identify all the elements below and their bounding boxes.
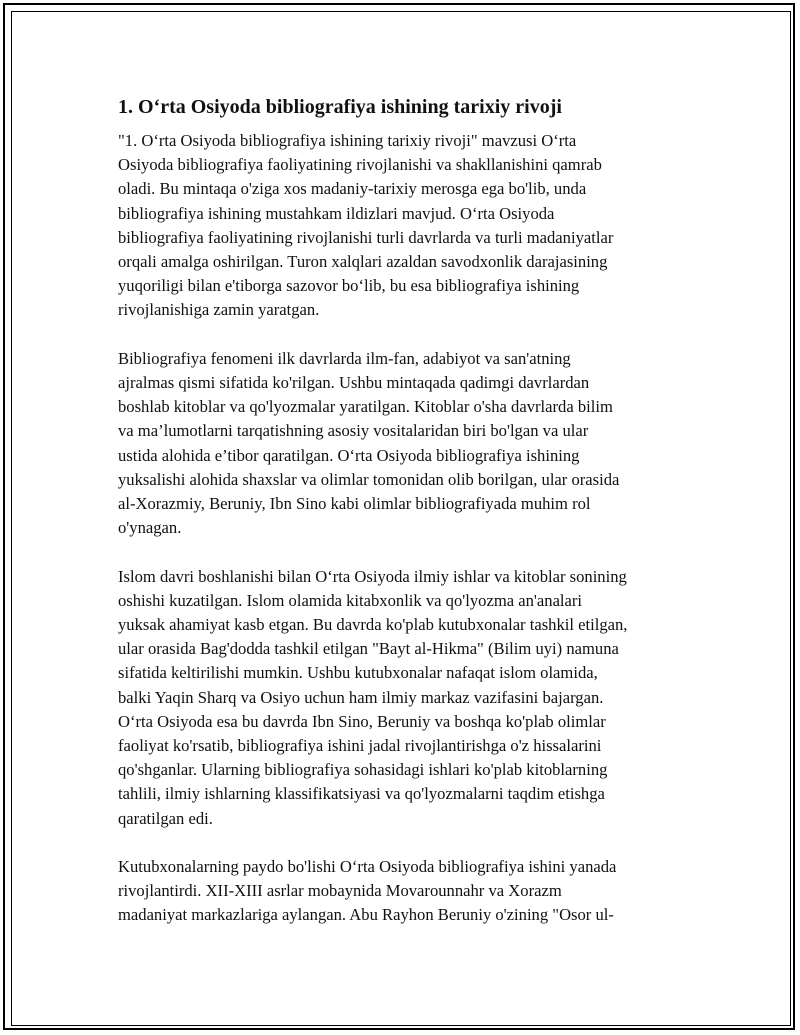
paragraph-1: "1. O‘rta Osiyoda bibliografiya ishining tarixiy rivoji" mavzusi O‘rta Osiyoda bibliografiya faoliyatining rivojlanishi va shakllanishini qamrab oladi. Bu mintaqa o'ziga xos madaniy-tarixiy merosga ega bo'lib, unda bibliografiya ishining mustahkam ildizlari mavjud. O‘rta Osiyoda bibliografiya faoliyatining rivojlanishi turli davrlarda va turli madaniyatlar orqali amalga oshirilgan. Turon xalqlari azaldan savodxonlik darajasining yuqoriligi bilan e'tiborga sazovor bo‘lib, bu esa bibliografiya ishining rivojlanishiga zamin yaratgan. <box>118 131 614 320</box>
document-body <box>118 93 690 952</box>
paragraph-2: Bibliografiya fenomeni ilk davrlarda ilm-fan, adabiyot va san'atning ajralmas qismi sifatida ko'rilgan. Ushbu mintaqada qadimgi davrlardan boshlab kitoblar va qo'lyozmalar yaratilgan. Kitoblar o'sha davrlarda bilim va ma’lumotlarni tarqatishning asosiy vositalaridan biri bo'lgan va ular ustida alohida e’tibor qaratilgan. O‘rta Osiyoda bibliografiya ishining yuksalishi alohida shaxslar va olimlar tomonidan olib borilgan, ular orasida al-Xorazmiy, Beruniy, Ibn Sino kabi olimlar bibliografiyada muhim rol o'ynagan. <box>118 348 620 538</box>
paragraph-3: Islom davri boshlanishi bilan O‘rta Osiyoda ilmiy ishlar va kitoblar sonining oshishi kuzatilgan. Islom olamida kitabxonlik va qo'lyozma an'analari yuksak ahamiyat kasb etgan. Bu davrda ko'plab kutubxonalar tashkil etilgan, ular orasida Bag'dodda tashkil etilgan "Bayt al-Hikma" (Bilim uyi) namuna sifatida keltirilishi mumkin. Ushbu kutubxonalar nafaqat islom olamida, balki Yaqin Sharq va Osiyo uchun ham ilmiy markaz vazifasini bajargan. O‘rta Osiyoda esa bu davrda Ibn Sino, Beruniy va boshqa ko'plab olimlar faoliyat ko'rsatib, bibliografiya ishini jadal rivojlantirishga o'z hissalarini qo'shganlar. Ularning bibliografiya sohasidagi ishlari ko'plab kitoblarning tahlili, ilmiy ishlarning klassifikatsiyasi va qo'lyozmalarni taqdim etishga qaratilgan edi. <box>118 566 628 828</box>
paragraph-4: Kutubxonalarning paydo bo'lishi O‘rta Osiyoda bibliografiya ishini yanada rivojlantirdi. XII-XIII asrlar mobaynida Movarounnahr va Xorazm madaniyat markazlariga aylangan. Abu Rayhon Beruniy o'zining "Osor ul- <box>118 857 617 925</box>
document-title: 1. O‘rta Osiyoda bibliografiya ishining tarixiy rivoji <box>118 96 562 118</box>
